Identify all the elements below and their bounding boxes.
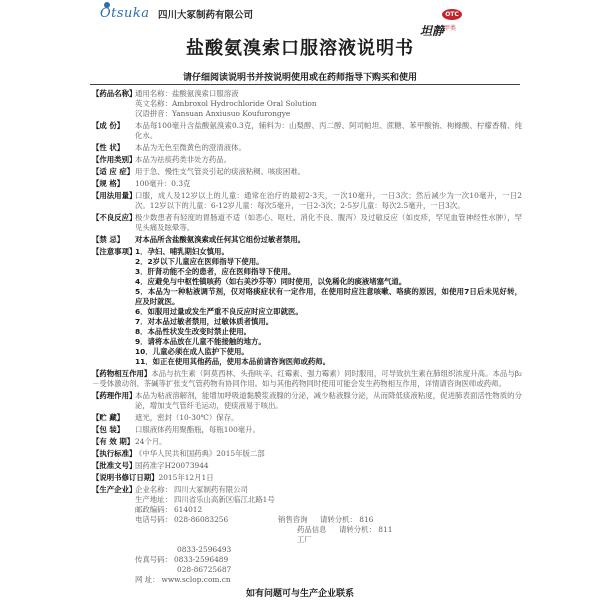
otc-class-label: 甲类	[444, 25, 457, 32]
section-adverse-reactions	[92, 213, 522, 233]
fax-number-2: 028-86725687	[177, 565, 232, 574]
section-spec	[92, 179, 522, 189]
otc-badge: OTC	[442, 9, 462, 20]
section-dosage	[92, 191, 522, 211]
section-validity	[92, 437, 522, 447]
section-revision	[92, 473, 522, 483]
section-text: 国药准字H20073944	[135, 461, 209, 470]
factory-label: 工厂	[297, 535, 312, 544]
section-label: 【注意事项】	[92, 247, 137, 256]
website-key: 网 址：	[135, 575, 160, 584]
leaflet-body	[92, 89, 522, 587]
footer-contact-note: 如有问题可与生产企业联系	[245, 589, 354, 599]
section-text: 本品为无色至微黄色的澄清液体。	[135, 143, 246, 152]
section-label: 【成 份】	[92, 121, 125, 130]
section-properties	[92, 143, 522, 153]
common-name: 盐酸氨溴索口服溶液	[171, 89, 239, 98]
title-divider	[90, 84, 520, 85]
zip-code: 614012	[173, 505, 203, 514]
section-label: 【适 应 症】	[92, 167, 135, 176]
tel-key: 电话号码：	[135, 515, 172, 524]
pinyin-name: Yansuan Anxiusuo Koufurongye	[171, 109, 291, 118]
section-text: 极少数患者有轻度的胃肠道不适（如恶心、呕吐、消化不良、腹泻）及过敏反应（如皮疹，罕见血管神经性水肿），罕见头痛及眩晕等。	[135, 213, 522, 232]
section-label: 【药理作用】	[92, 391, 137, 400]
section-text: 对本品所含盐酸氨溴索或任何其它组份过敏者禁用。	[135, 235, 305, 244]
sales-key: 销售咨询	[277, 515, 308, 524]
section-approval	[92, 461, 522, 471]
common-name-key: 通用名称：	[135, 89, 172, 98]
section-label: 【作用类别】	[92, 155, 137, 164]
precaution-item: 2．2岁以下儿童应在医师指导下使用。	[135, 257, 264, 266]
section-label: 【药物相互作用】	[92, 369, 152, 378]
section-contraindications	[92, 235, 522, 245]
section-text: 口服液体药用聚酯瓶，每瓶100毫升。	[135, 425, 260, 434]
precaution-item: 5．本品为一种粘液调节剂，仅对咯痰症状有一定作用，在使用时应注意咳嗽、咯痰的原因，如使用7日后未见好转，应及时就医。	[135, 287, 522, 306]
company-name: 四川大冢制药有限公司	[173, 485, 248, 494]
section-indications	[92, 167, 522, 177]
precaution-item: 8．本品性状发生改变时禁止使用。	[135, 327, 252, 336]
section-text: 100毫升：0.3克	[135, 179, 191, 188]
section-label: 【不良反应】	[92, 213, 137, 222]
section-ingredients	[92, 121, 522, 141]
section-text: 本品为粘液溶解剂，能增加呼吸道黏膜浆液腺的分泌，减少粘液腺分泌，从而降低痰液粘度，促进肺表面活性物质的分泌，增加支气管纤毛运动，使痰液易于咳出。	[135, 391, 522, 410]
brand-name: 坦静	[420, 24, 445, 38]
pinyin-name-key: 汉语拼音：	[135, 109, 172, 118]
section-label: 【有 效 期】	[92, 437, 135, 446]
section-label: 【批准文号】	[92, 461, 137, 470]
section-text: 本品与抗生素（阿莫西林、头孢呋辛、红霉素、强力霉素）同时服用，可导致抗生素在肺组织浓度升高。本品与β₂－受体激动剂、茶碱等扩张支气管药物有协同作用。如与其他药物同时使用可能会发生药物相互作用，详情请咨询医师或药师。	[92, 369, 522, 388]
section-text: 用于急、慢性支气管炎引起的痰液粘稠、咳痰困难。	[135, 167, 305, 176]
section-category	[92, 155, 522, 165]
section-label: 【禁 忌】	[92, 235, 125, 244]
address-key: 生产地址：	[135, 495, 172, 504]
section-label: 【说明书修订日期】	[92, 473, 159, 482]
company-name-key: 企业名称：	[135, 485, 172, 494]
company-address: 四川省乐山高新区临江北路1号	[173, 495, 275, 504]
company-name-top: 四川大冢制药有限公司	[158, 10, 254, 21]
info-extension: 请转分机： 811	[339, 525, 393, 534]
section-text: 本品为祛痰药类非处方药品。	[135, 155, 232, 164]
precaution-item: 11．如正在使用其他药品，使用本品前请咨询医师或药师。	[135, 357, 331, 366]
otsuka-logo: Otsuka	[100, 6, 150, 21]
info-key: 药品信息	[297, 525, 327, 534]
section-standard	[92, 449, 522, 459]
section-pharmacology	[92, 391, 522, 411]
section-label: 【性 状】	[92, 143, 125, 152]
section-storage	[92, 413, 522, 423]
fax-key: 传真号码：	[135, 555, 172, 564]
section-text: 本品每100毫升含盐酸氨溴索0.3克，辅料为：山梨醇、丙二醇、阿司帕坦、蔗糖、苯甲酸钠、枸橼酸、柠檬香精、纯化水。	[135, 121, 522, 140]
page-subtitle: 请仔细阅读说明书并按说明使用或在药师指导下购买和使用	[182, 73, 417, 83]
tel-number-factory: 0833-2596493	[177, 545, 232, 554]
precaution-item: 1．孕妇、哺乳期妇女慎用。	[135, 247, 229, 256]
section-precautions	[92, 247, 522, 367]
section-label: 【药品名称】	[92, 89, 137, 98]
precaution-item: 4．应避免与中枢性镇咳药（如右美沙芬等）同时使用，以免稀化的痰液堵塞气道。	[135, 277, 407, 286]
precaution-item: 6．如服用过量或发生严重不良反应时应立即就医。	[135, 307, 303, 316]
section-drug-name	[92, 89, 522, 119]
section-package	[92, 425, 522, 435]
section-label: 【包 装】	[92, 425, 125, 434]
tel-number: 028-86083256	[173, 515, 229, 524]
section-interactions	[92, 369, 522, 389]
section-label: 【贮 藏】	[92, 413, 125, 422]
section-label: 【生产企业】	[92, 485, 137, 494]
section-text: 24个月。	[135, 437, 167, 446]
section-label: 【用法用量】	[92, 191, 137, 200]
precaution-item: 3．肝肾功能不全的患者，应在医师指导下使用。	[135, 267, 296, 276]
section-text: 口服，成人及12岁以上的儿童：通常在治疗的最初2-3天，一次10毫升，一日3次；然后减少为一次10毫升，一日2次。12岁以下的儿童：6-12岁儿童：每次5毫升，一日2-3次；2-5岁儿童：每次2.5毫升，一日3次。	[135, 191, 522, 210]
zip-key: 邮政编码：	[135, 505, 172, 514]
section-manufacturer	[92, 485, 522, 585]
section-label: 【规 格】	[92, 179, 125, 188]
website: www.sclop.com.cn	[161, 575, 231, 584]
section-text: 遮光，密封（10-30℃）保存。	[135, 413, 239, 422]
english-name-key: 英文名称：	[135, 99, 172, 108]
precaution-item: 9．请将本品放在儿童不能接触的地方。	[135, 337, 266, 346]
section-text: 2015年12月1日	[158, 473, 214, 482]
sales-extension: 请转分机： 816	[319, 515, 374, 524]
fax-number: 0833-2596489	[173, 555, 229, 564]
page-title: 盐酸氨溴索口服溶液说明书	[186, 38, 414, 59]
section-label: 【执行标准】	[92, 449, 137, 458]
english-name: Ambroxol Hydrochloride Oral Solution	[171, 99, 317, 108]
precaution-item: 7．对本品过敏者禁用，过敏体质者慎用。	[135, 317, 274, 326]
section-text: 《中华人民共和国药典》2015年版二部	[135, 449, 265, 458]
precaution-item: 10．儿童必须在成人监护下使用。	[135, 347, 249, 356]
